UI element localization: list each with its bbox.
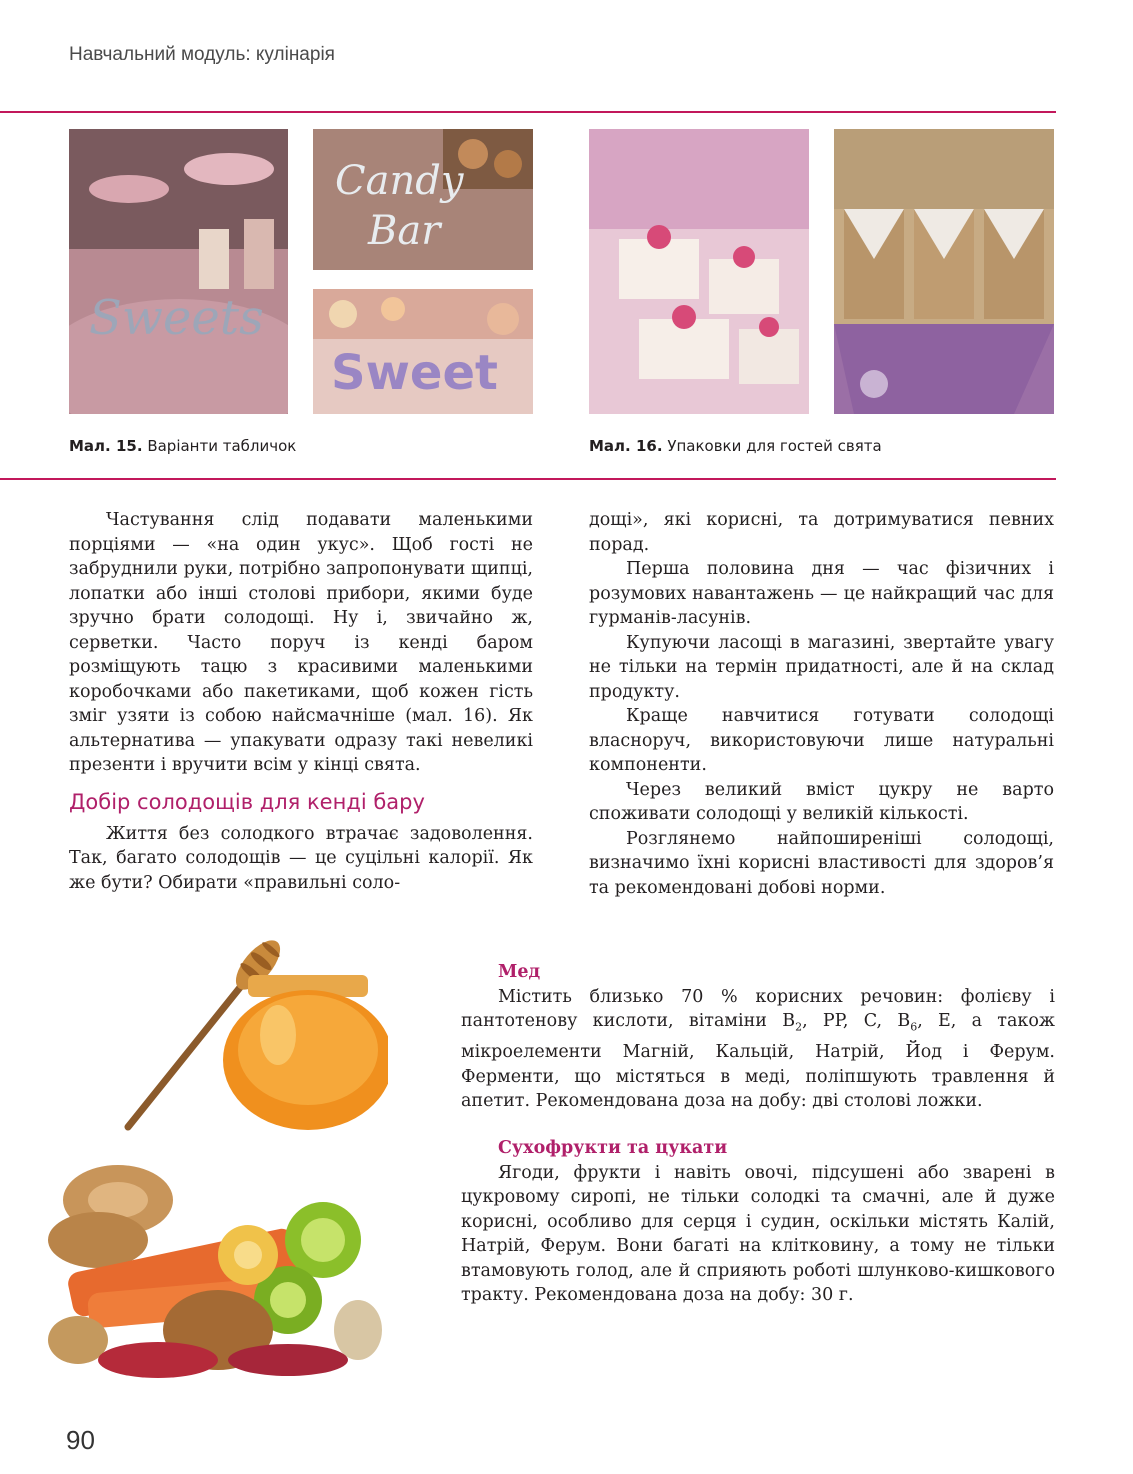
section-heading: Добір солодощів для кенді бару <box>69 789 425 814</box>
paragraph: дощі», які корисні, та дотримуватися певних порад. <box>589 510 1054 555</box>
svg-text:Sweet: Sweet <box>331 345 498 401</box>
paragraph: Перша половина дня — час фізичних і розумових навантажень — це найкращий час для гурманів-ласунів. <box>589 559 1054 628</box>
honey-jar-image <box>118 935 388 1135</box>
paragraph: Життя без солодкого втрачає задоволення. Так, багато солодощів — це суцільні калорії. Як же бути? Обирати «правильні соло- <box>69 823 533 893</box>
section-title-dried-fruits: Сухофрукти та цукати <box>498 1138 728 1158</box>
svg-text:Sweets: Sweets <box>89 290 264 346</box>
right-column <box>589 508 1054 900</box>
paragraph: Купуючи ласощі в магазині, звертайте увагу не тільки на термін придатності, але й на склад продукту. <box>589 632 1054 702</box>
paragraph: Ягоди, фрукти і навіть овочі, підсушені або зварені в цукровому сиропі, не тільки солодкі та смачні, але й дуже корисні, особливо для серця і судин, оскільки містять Калій, Натрій, Ферум. Вони багаті на клітковину, а тому не тільки втамовують голод, але й сприяють роботі шлунково-кишкового тракту. Рекомендована доза на добу: 30 г. <box>461 1162 1055 1305</box>
running-header: Навчальний модуль: кулінарія <box>69 44 335 65</box>
middle-rule <box>0 478 1056 480</box>
figure-16-caption: Мал. 16. Упаковки для гостей свята <box>589 437 882 455</box>
figure-15-caption: Мал. 15. Варіанти табличок <box>69 437 297 455</box>
paragraph: Розглянемо найпоширеніші солодощі, визначимо їхні корисні властивості для здоров’я та рекомендовані добові норми. <box>589 828 1054 898</box>
photo-sweets-sign <box>69 129 288 414</box>
svg-text:Candy: Candy <box>335 158 464 204</box>
top-rule <box>0 111 1056 113</box>
dried-fruits-image <box>38 1160 383 1385</box>
paragraph: Краще навчитися готувати солодощі власноруч, використовуючи лише натуральні компоненти. <box>589 706 1054 775</box>
honey-section <box>461 960 1055 1114</box>
photo-gift-boxes <box>589 129 809 414</box>
page-number: 90 <box>66 1425 95 1455</box>
svg-text:Bar: Bar <box>368 208 441 254</box>
section-title-honey: Мед <box>498 962 541 982</box>
photo-candy-bar-sign <box>313 129 533 270</box>
dried-fruits-section <box>461 1136 1055 1308</box>
photo-kraft-bags <box>834 129 1054 414</box>
photo-sweet-sign <box>313 289 533 414</box>
paragraph: Частування слід подавати маленькими порціями — «на один укус». Щоб гості не забруднили руки, потрібно запропонувати щипці, лопатки або інші столові прибори, якими буде зручно брати солодощі. Ну і, звичайно ж, серветки. Часто поруч із кенді баром розміщують тацю з красивими маленькими коробочками або пакетиками, щоб кожен гість зміг узяти із собою найсмачніше (мал. 16). Як альтернатива — упакувати одразу такі невеликі презенти і вручити всім у кінці свята. <box>69 510 533 775</box>
paragraph: Через великий вміст цукру не варто споживати солодощі у великій кількості. <box>589 779 1054 824</box>
left-column <box>69 508 533 895</box>
paragraph: Містить близько 70 % корисних речовин: фолієву і пантотенову кислоти, вітаміни $B_2$, PP, C, $B_6$, E, а також мікроелементи Магній, Кальцій, Натрій, Йод і Ферум. Ферменти, що містяться в меді, поліпшують травлення й апетит. Рекомендована доза на добу: дві столові ложки. <box>461 986 1055 1111</box>
